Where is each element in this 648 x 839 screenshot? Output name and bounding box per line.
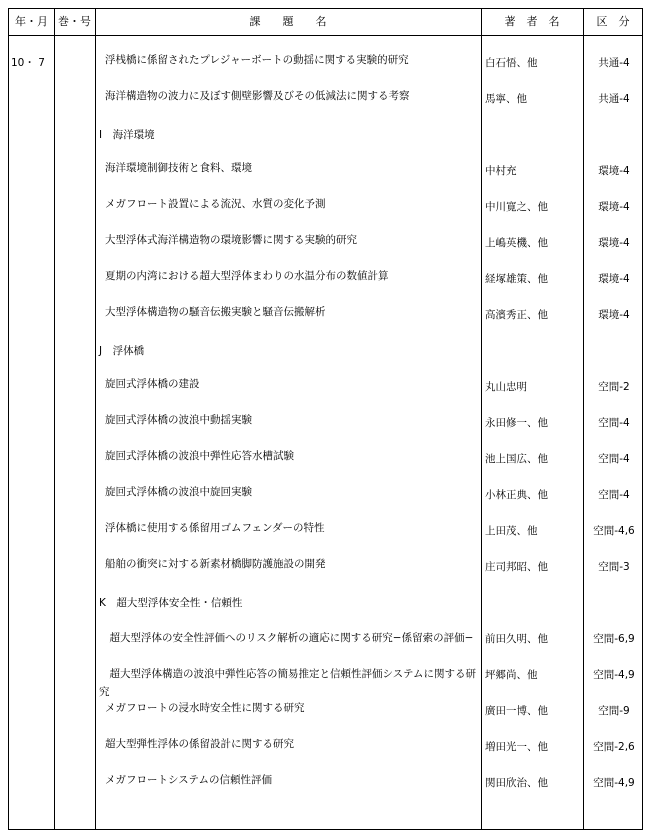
header-divider [9,35,642,36]
paper-title: 浮体橋に使用する係留用ゴムフェンダーの特性 [105,522,325,534]
header-author: 著 者 名 [504,15,560,28]
author-name: 廣田一博、他 [485,705,548,717]
paper-title: 旋回式浮体橋の波浪中旋回実験 [105,486,252,498]
section-heading: I 海洋環境 [99,129,155,141]
paper-title: 船舶の衝突に対する新素材橋脚防護施設の開発 [105,558,326,570]
year-month-cell: 10・ 7 [11,57,45,69]
category-code: 空間-4,9 [593,777,635,789]
author-name: 経塚雄策、他 [485,273,548,285]
category-code: 空間-9 [598,705,630,717]
category-code: 環境-4 [598,309,630,321]
header-year-month: 年・月 [15,15,48,28]
author-name: 池上国広、他 [485,453,548,465]
author-name: 上田茂、他 [485,525,538,537]
category-code: 空間-4,9 [593,669,635,681]
author-name: 庄司邦昭、他 [485,561,548,573]
category-code: 空間-3 [598,561,630,573]
column-divider [95,9,96,829]
category-code: 環境-4 [598,201,630,213]
paper-title: 超大型浮体の安全性評価へのリスク解析の適応に関する研究−係留索の評価− [109,632,474,644]
column-divider [583,9,584,829]
column-divider [54,9,55,829]
column-divider [481,9,482,829]
category-code: 空間-4,6 [593,525,635,537]
author-name: 坪郷尚、他 [485,669,538,681]
category-code: 空間-2 [598,381,630,393]
header-category: 区 分 [596,15,630,28]
paper-title: メガフロートの浸水時安全性に関する研究 [105,702,305,714]
category-code: 環境-4 [598,237,630,249]
category-code: 空間-6,9 [593,633,635,645]
author-name: 中川寛之、他 [485,201,548,213]
paper-title: 海洋環境制御技術と食料、環境 [105,162,252,174]
author-name: 永田修一、他 [485,417,548,429]
category-code: 空間-4 [598,417,630,429]
category-code: 共通-4 [598,57,630,69]
paper-title: 海洋構造物の波力に及ぼす側壁影響及びその低減法に関する考察 [105,90,410,102]
category-code: 共通-4 [598,93,630,105]
paper-title: 超大型浮体構造の波浪中弾性応答の簡易推定と信頼性評価システムに関する研究 [99,668,476,698]
paper-title: 旋回式浮体橋の建設 [105,378,200,390]
category-code: 空間-2,6 [593,741,635,753]
paper-title: 旋回式浮体橋の波浪中動揺実験 [105,414,252,426]
author-name: 中村充 [485,165,517,177]
category-code: 空間-4 [598,453,630,465]
index-table [8,8,643,830]
header-volume-no: 巻・号 [58,15,91,28]
author-name: 丸山忠明 [485,381,527,393]
author-name: 増田光一、他 [485,741,548,753]
author-name: 前田久明、他 [485,633,548,645]
paper-title: メガフロート設置による流況、水質の変化予測 [105,198,326,210]
category-code: 環境-4 [598,165,630,177]
author-name: 関田欣治、他 [485,777,548,789]
author-name: 白石悟、他 [485,57,538,69]
category-code: 環境-4 [598,273,630,285]
paper-title: 夏期の内湾における超大型浮体まわりの水温分布の数値計算 [105,270,389,282]
paper-title: 超大型弾性浮体の係留設計に関する研究 [105,738,294,750]
author-name: 馬寧、他 [485,93,527,105]
section-heading: K 超大型浮体安全性・信頼性 [99,597,243,609]
author-name: 上嶋英機、他 [485,237,548,249]
paper-title: メガフロートシステムの信頼性評価 [105,774,272,786]
author-name: 高濱秀正、他 [485,309,548,321]
paper-title: 旋回式浮体橋の波浪中弾性応答水槽試験 [105,450,294,462]
paper-title: 浮桟橋に係留されたプレジャーボートの動揺に関する実験的研究 [105,54,409,66]
paper-title: 大型浮体構造物の騒音伝搬実験と騒音伝搬解析 [105,306,326,318]
section-heading: J 浮体橋 [99,345,145,357]
category-code: 空間-4 [598,489,630,501]
paper-title: 大型浮体式海洋構造物の環境影響に関する実験的研究 [105,234,357,246]
author-name: 小林正典、他 [485,489,548,501]
header-title: 課 題 名 [249,15,327,28]
